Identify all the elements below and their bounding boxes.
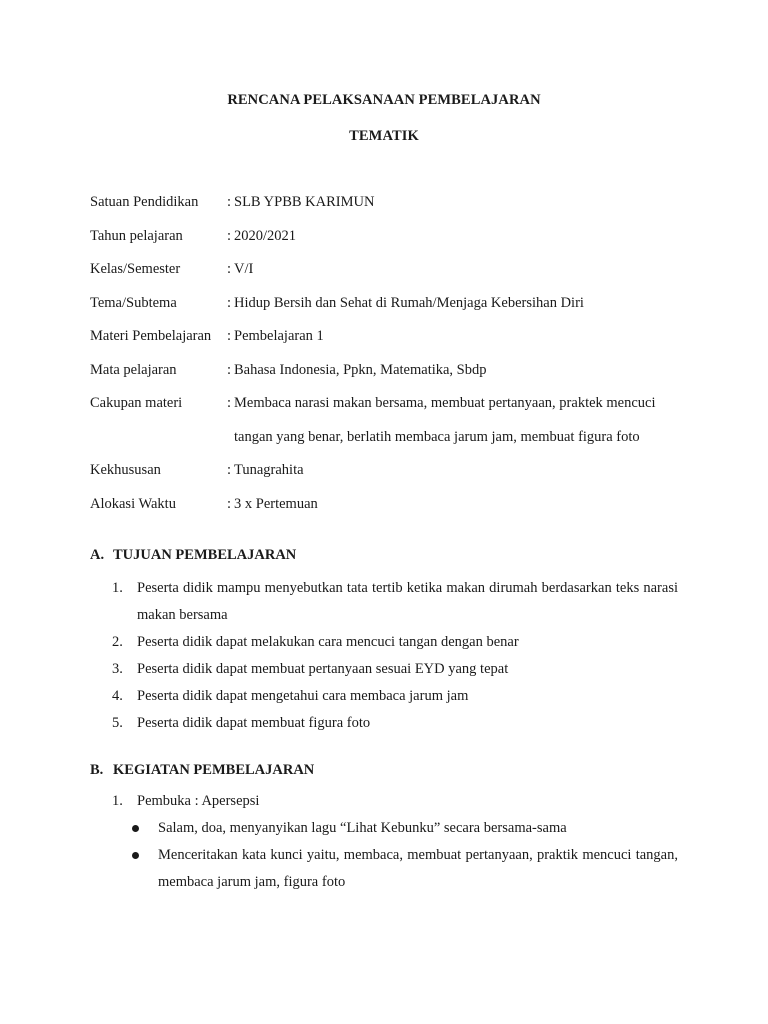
info-value: 2020/2021	[234, 227, 297, 244]
section-letter: B.	[90, 762, 104, 778]
list-item	[112, 710, 678, 737]
list-text: Peserta didik mampu menyebutkan tata tertib ketika makan dirumah berdasarkan teks narasi makan bersama	[137, 580, 678, 623]
section-title: TUJUAN PEMBELAJARAN	[113, 547, 297, 563]
info-value: 3 x Pertemuan	[234, 495, 318, 512]
info-colon: :	[227, 495, 232, 512]
info-colon: :	[227, 261, 232, 277]
section-letter: A.	[90, 547, 105, 563]
info-row	[90, 395, 690, 462]
info-row	[90, 462, 690, 496]
info-colon: :	[227, 395, 232, 411]
bullet-text: Menceritakan kata kunci yaitu, membaca, membuat pertanyaan, praktik mencuci tangan, membaca jarum jam, figura foto	[158, 847, 678, 890]
list-number: 4.	[112, 688, 123, 704]
info-row	[90, 328, 690, 362]
list-text: Peserta didik dapat membuat figura foto	[137, 715, 371, 731]
info-value: Bahasa Indonesia, Ppkn, Matematika, Sbdp	[234, 361, 487, 378]
bullet-icon	[132, 825, 139, 832]
list-text: Peserta didik dapat membuat pertanyaan sesuai EYD yang tepat	[137, 661, 509, 677]
info-value: Hidup Bersih dan Sehat di Rumah/Menjaga Kebersihan Diri	[234, 294, 584, 311]
info-label: Satuan Pendidikan	[90, 194, 199, 210]
section-title: KEGIATAN PEMBELAJARAN	[113, 762, 315, 778]
list-number: 2.	[112, 634, 123, 650]
list-number: 1.	[112, 580, 123, 596]
list-item	[112, 575, 678, 629]
kegiatan-list	[112, 788, 678, 815]
info-colon: :	[227, 294, 232, 311]
info-label: Alokasi Waktu	[90, 495, 176, 512]
info-row	[90, 496, 690, 530]
bullet-icon	[132, 852, 139, 859]
info-value: SLB YPBB KARIMUN	[234, 194, 375, 210]
info-label: Tahun pelajaran	[90, 227, 183, 244]
info-row	[90, 228, 690, 262]
info-colon: :	[227, 361, 232, 378]
list-item	[112, 629, 678, 656]
list-number: 3.	[112, 661, 123, 677]
bullet-text: Salam, doa, menyanyikan lagu “Lihat Kebunku” secara bersama-sama	[158, 820, 567, 836]
list-number: 5.	[112, 715, 123, 731]
info-label: Materi Pembelajaran	[90, 328, 212, 344]
info-value: Tunagrahita	[234, 462, 304, 478]
info-row	[90, 295, 690, 329]
list-text: Peserta didik dapat mengetahui cara membaca jarum jam	[137, 688, 469, 704]
info-label: Kelas/Semester	[90, 261, 181, 277]
info-colon: :	[227, 328, 232, 344]
info-label: Mata pelajaran	[90, 361, 177, 378]
info-label: Cakupan materi	[90, 395, 183, 411]
info-row	[90, 261, 690, 295]
info-table	[90, 194, 690, 529]
tujuan-list	[112, 575, 678, 737]
bullet-item	[132, 842, 678, 896]
list-number: 1.	[112, 793, 123, 809]
document-title: RENCANA PELAKSANAAN PEMBELAJARAN	[227, 92, 541, 108]
info-colon: :	[227, 462, 232, 478]
list-text: Pembuka : Apersepsi	[137, 793, 260, 809]
section-heading-tujuan	[90, 547, 296, 564]
info-value: V/I	[234, 261, 254, 277]
info-row	[90, 194, 690, 228]
info-label: Tema/Subtema	[90, 294, 177, 311]
info-colon: :	[227, 227, 232, 244]
document-subtitle: TEMATIK	[349, 128, 419, 144]
list-item	[112, 788, 678, 815]
info-colon: :	[227, 194, 232, 210]
section-heading-kegiatan	[90, 762, 314, 779]
kegiatan-bullet-list	[132, 815, 678, 896]
info-value: Membaca narasi makan bersama, membuat pertanyaan, praktek mencuci tangan yang benar, berlatih membaca jarum jam, membuat figura foto	[234, 395, 656, 445]
info-value: Pembelajaran 1	[234, 328, 324, 344]
list-text: Peserta didik dapat melakukan cara mencuci tangan dengan benar	[137, 634, 519, 650]
list-item	[112, 683, 678, 710]
info-label: Kekhususan	[90, 462, 161, 478]
list-item	[112, 656, 678, 683]
bullet-item	[132, 815, 678, 842]
